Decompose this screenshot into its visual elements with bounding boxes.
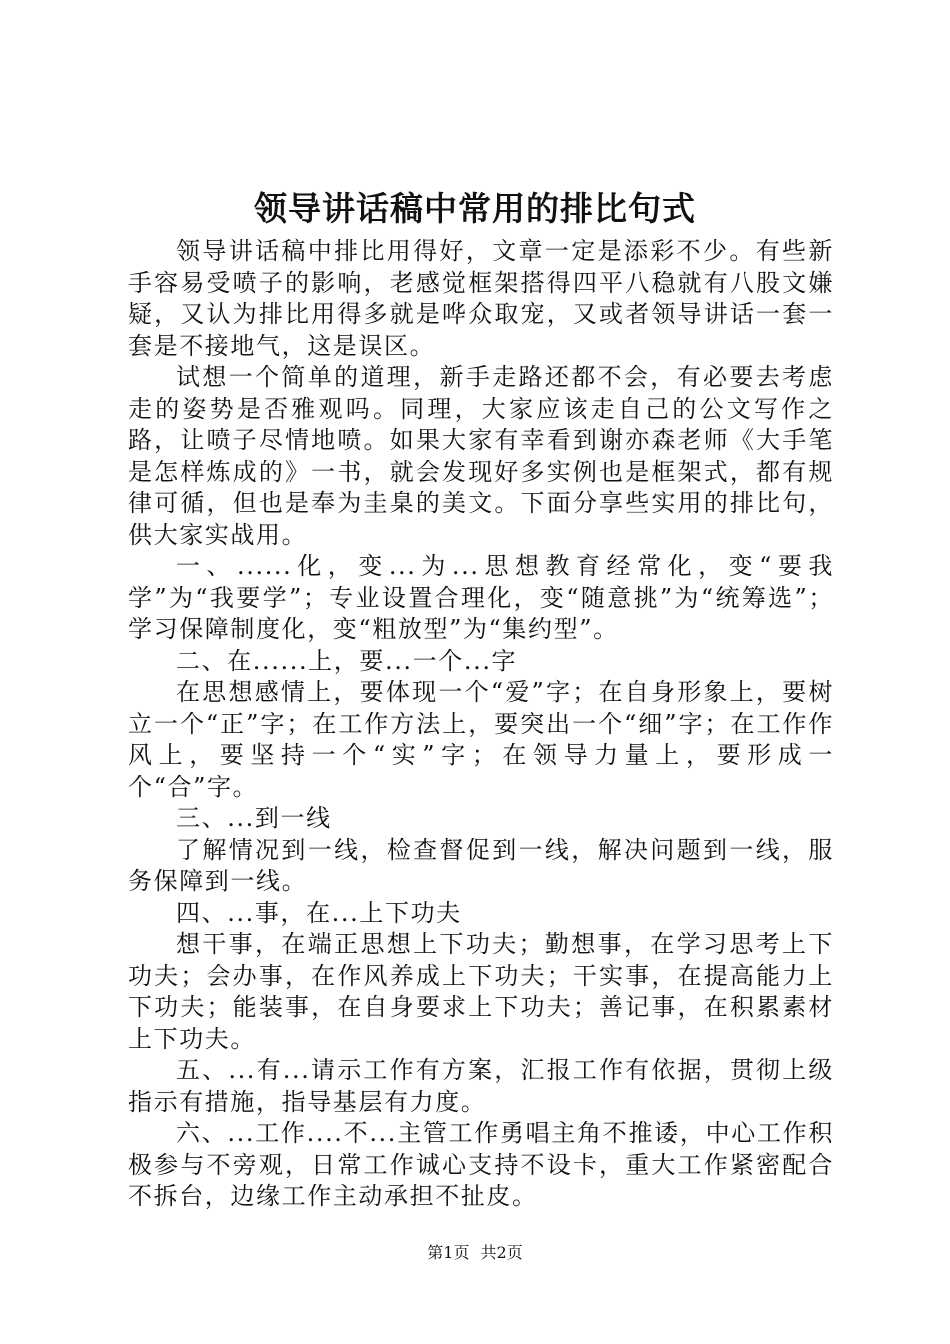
paragraph-pattern-6: 六、...工作....不...主管工作勇唱主角不推诿，中心工作积极参与不旁观，日常工作诚心支持不设卡，重大工作紧密配合不拆台，边缘工作主动承担不扯皮。 xyxy=(128,1119,834,1210)
paragraph-pattern-4: 想干事，在端正思想上下功夫；勤想事，在学习思考上下功夫；会办事，在作风养成上下功夫；干实事，在提高能力上下功夫；能装事，在自身要求上下功夫；善记事，在积累素材上下功夫。 xyxy=(128,930,834,1053)
page-total: 共2页 xyxy=(480,1243,523,1262)
document-title: 领导讲话稿中常用的排比句式 xyxy=(254,189,696,228)
paragraph-context: 试想一个简单的道理，新手走路还都不会，有必要去考虑走的姿势是否雅观吗。同理，大家应该走自己的公文写作之路，让喷子尽情地喷。如果大家有幸看到谢亦森老师《大手笔是怎样炼成的》一书，就会发现好多实例也是框架式，都有规律可循，但也是奉为圭臬的美文。下面分享些实用的排比句，供大家实战用。 xyxy=(128,363,834,549)
paragraph-pattern-2: 在思想感情上，要体现一个“爱”字；在自身形象上，要树立一个“正”字；在工作方法上，要突出一个“细”字；在工作作风上，要坚持一个“实”字；在领导力量上，要形成一个“合”字。 xyxy=(128,678,834,801)
page-number: 第1页 xyxy=(427,1243,470,1262)
paragraph-pattern-3: 了解情况到一线，检查督促到一线，解决问题到一线，服务保障到一线。 xyxy=(128,835,834,895)
page-footer xyxy=(0,1241,950,1265)
document-body xyxy=(128,236,834,1213)
pattern-heading-4: 四、...事，在...上下功夫 xyxy=(176,898,462,927)
pattern-heading-2: 二、在......上，要...一个...字 xyxy=(176,646,518,675)
pattern-heading-3: 三、...到一线 xyxy=(176,804,332,832)
paragraph-intro: 领导讲话稿中排比用得好，文章一定是添彩不少。有些新手容易受喷子的影响，老感觉框架搭得四平八稳就有八股文嫌疑，又认为排比用得多就是哗众取宠，又或者领导讲话一套一套是不接地气，这是误区。 xyxy=(128,237,834,360)
paragraph-pattern-5: 五、...有...请示工作有方案，汇报工作有依据，贯彻上级指示有措施，指导基层有力度。 xyxy=(128,1056,834,1116)
paragraph-pattern-1: 一、......化，变...为...思想教育经常化，变“要我学”为“我要学”；专业设置合理化，变“随意挑”为“统筹选”；学习保障制度化，变“粗放型”为“集约型”。 xyxy=(128,552,834,643)
